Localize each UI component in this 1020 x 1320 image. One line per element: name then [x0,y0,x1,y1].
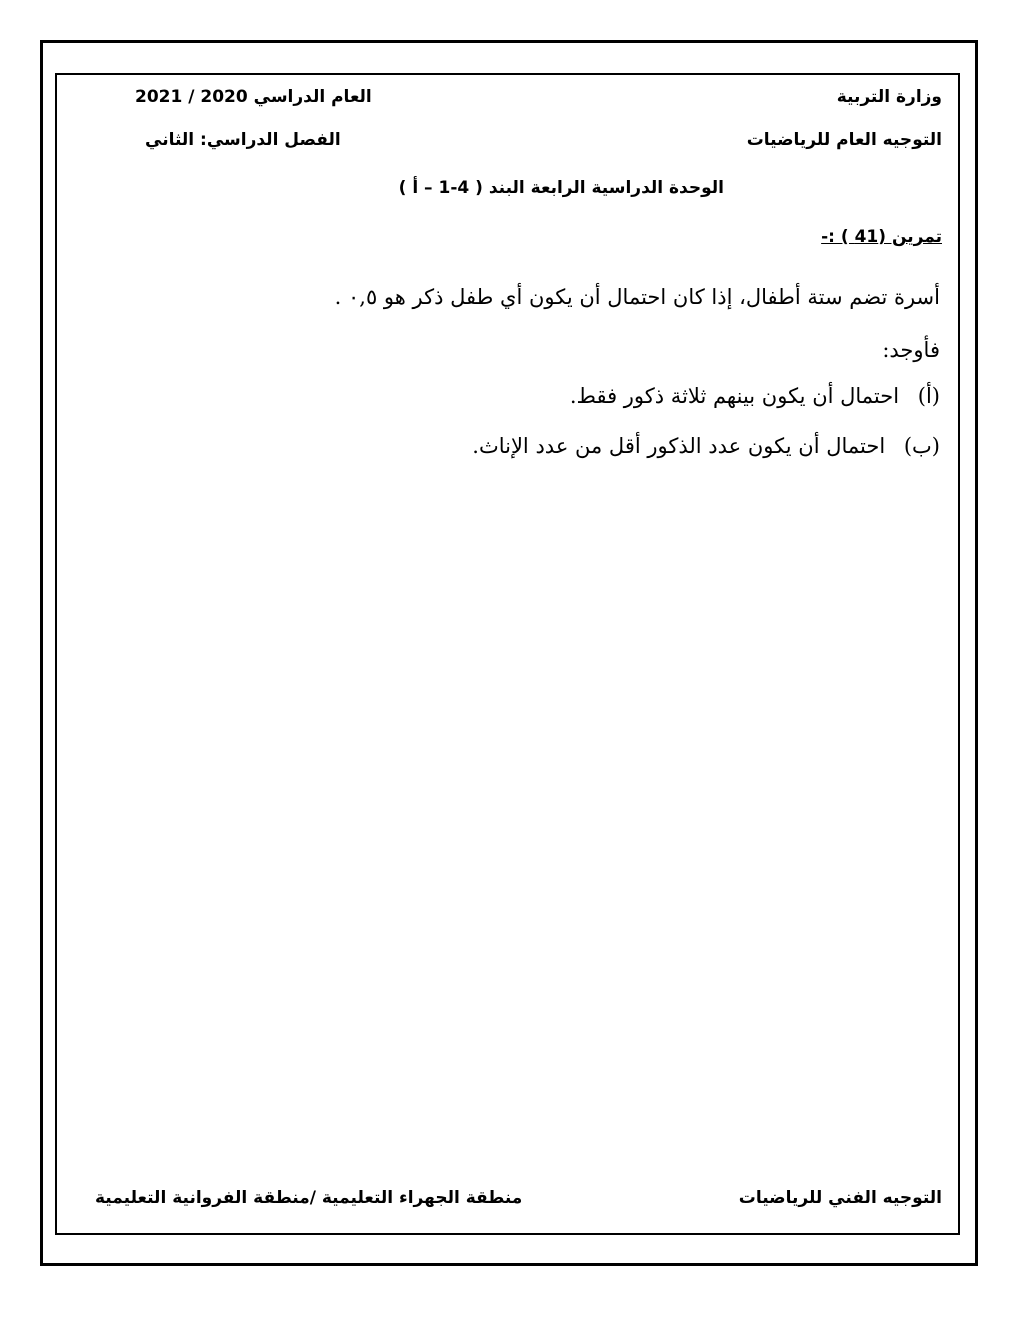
school-year: العام الدراسي 2020 / 2021 [135,87,372,107]
footer-regions: منطقة الجهراء التعليمية /منطقة الفروانية التعليمية [95,1188,523,1208]
page-inner-border [55,73,960,1235]
exercise-item-b [472,434,940,458]
find-label: فأوجد: [882,338,940,362]
exercise-item-a [570,384,940,408]
exercise-statement: أسرة تضم ستة أطفال، إذا كان احتمال أن يكون أي طفل ذكر هو ٠,٥ . [334,285,940,309]
item-text: احتمال أن يكون عدد الذكور أقل من عدد الإناث. [472,434,886,458]
exercise-title: تمرين (41 ) :- [821,227,942,247]
ministry-name: وزارة التربية [836,87,942,107]
unit-title: الوحدة الدراسية الرابعة البند ( 4-1 – أ ) [398,178,724,198]
footer-department: التوجيه الفني للرياضيات [738,1188,942,1208]
department-name: التوجيه العام للرياضيات [746,130,942,150]
item-marker: (أ) [917,384,940,408]
item-marker: (ب) [903,434,940,458]
semester: الفصل الدراسي: الثاني [145,130,341,150]
item-text: احتمال أن يكون بينهم ثلاثة ذكور فقط. [569,384,900,408]
